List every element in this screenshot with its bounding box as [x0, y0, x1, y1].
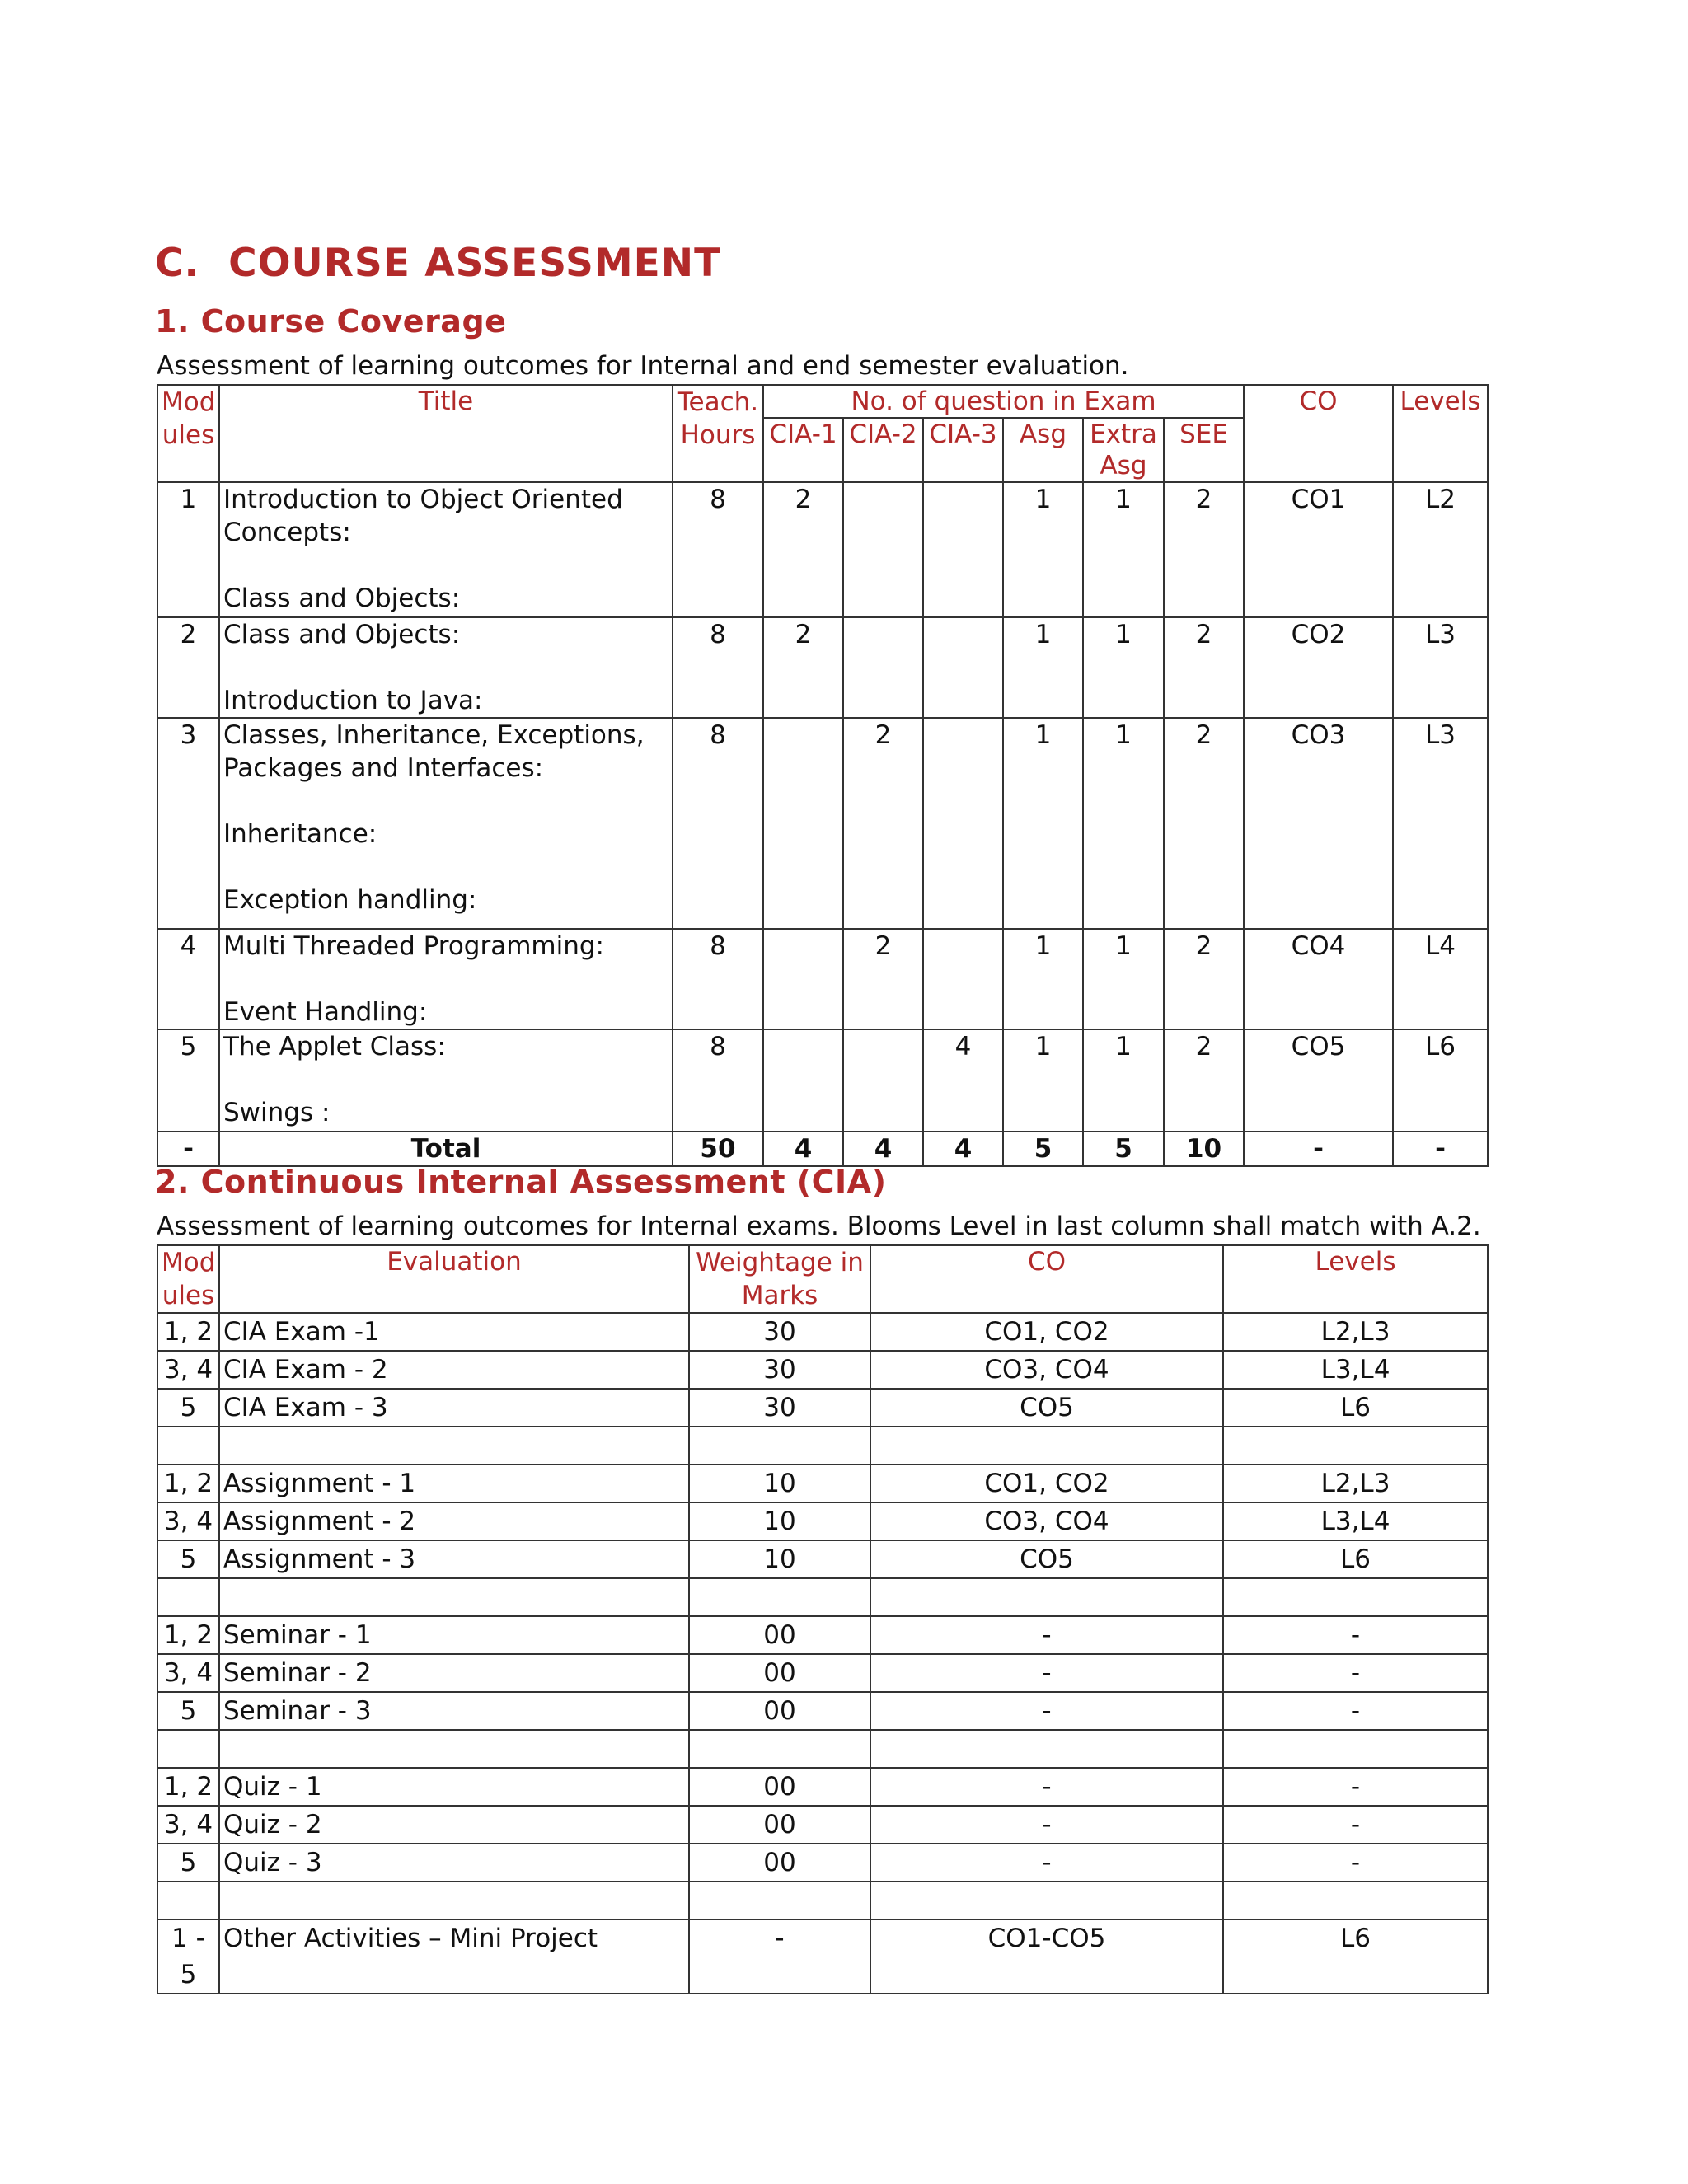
title-line: The Applet Class: [223, 1032, 446, 1062]
total-cia2: 4 [843, 1132, 923, 1166]
total-cia3: 4 [923, 1132, 1003, 1166]
cia3-cell [923, 929, 1003, 1029]
asg-cell: 1 [1003, 718, 1083, 929]
cia-module-cell: 3, 4 [157, 1351, 219, 1389]
module-cell: 1 [157, 482, 219, 617]
col-header-teach-hours: Teach. Hours [673, 385, 763, 482]
col-header-cia1: CIA-1 [763, 418, 843, 482]
level-cell: L2 [1393, 482, 1488, 617]
cia3-cell [923, 617, 1003, 718]
title-line: Classes, Inheritance, Exceptions, Packages and Interfaces: [223, 720, 645, 783]
title-line: Class and Objects: [223, 620, 461, 649]
asg-cell: 1 [1003, 482, 1083, 617]
cia-module-cell: 3, 4 [157, 1806, 219, 1844]
extra-asg-cell: 1 [1083, 1029, 1164, 1132]
cia-evaluation-cell [219, 1882, 689, 1919]
cia-marks-cell: 10 [689, 1540, 870, 1578]
total-module-cell: - [157, 1132, 219, 1166]
cia-level-cell: L3,L4 [1223, 1502, 1488, 1540]
co-cell: CO1 [1244, 482, 1393, 617]
cia-col-header-co: CO [870, 1245, 1223, 1313]
col-header-see: SEE [1164, 418, 1244, 482]
cia-heading: 2. Continuous Internal Assessment (CIA) [155, 1164, 887, 1200]
cia2-cell [843, 617, 923, 718]
total-co: - [1244, 1132, 1393, 1166]
col-header-title: Title [219, 385, 673, 482]
cia-col-header-weightage: Weightage in Marks [689, 1245, 870, 1313]
cia-evaluation-cell: Quiz - 2 [219, 1806, 689, 1844]
cia-co-cell: CO1-CO5 [870, 1919, 1223, 1994]
cia-module-cell: 5 [157, 1844, 219, 1882]
title-line: Exception handling: [223, 885, 477, 915]
title-cell [219, 617, 673, 718]
cia-marks-cell: 30 [689, 1389, 870, 1427]
cia-co-cell: - [870, 1844, 1223, 1882]
cia2-cell: 2 [843, 929, 923, 1029]
blank-row [157, 1730, 1488, 1768]
cia-module-cell: 3, 4 [157, 1654, 219, 1692]
cia-evaluation-cell: CIA Exam -1 [219, 1313, 689, 1351]
title-cell [219, 929, 673, 1029]
cia-level-cell: L6 [1223, 1389, 1488, 1427]
cia-co-cell: - [870, 1616, 1223, 1654]
cia-intro: Assessment of learning outcomes for Internal exams. Blooms Level in last column shall match with A.2. [157, 1212, 1481, 1241]
cia-marks-cell: - [689, 1919, 870, 1994]
cia-evaluation-cell: Assignment - 1 [219, 1465, 689, 1502]
cia-marks-cell [689, 1578, 870, 1616]
title-cell [219, 1029, 673, 1132]
table-row [157, 1389, 1488, 1427]
cia-co-cell [870, 1427, 1223, 1465]
blank-row [157, 1578, 1488, 1616]
cia3-cell [923, 718, 1003, 929]
cia1-cell [763, 1029, 843, 1132]
extra-asg-cell: 1 [1083, 718, 1164, 929]
cia-co-cell: CO5 [870, 1540, 1223, 1578]
extra-asg-cell: 1 [1083, 617, 1164, 718]
cia-level-cell: L3,L4 [1223, 1351, 1488, 1389]
cia-co-cell: - [870, 1806, 1223, 1844]
table-row [157, 1465, 1488, 1502]
cia-evaluation-cell: Assignment - 3 [219, 1540, 689, 1578]
total-row [157, 1132, 1488, 1166]
cia-table [157, 1244, 1489, 1994]
cia-marks-cell: 10 [689, 1502, 870, 1540]
cia-marks-cell [689, 1427, 870, 1465]
total-label: Total [219, 1132, 673, 1166]
level-cell: L3 [1393, 718, 1488, 929]
cia-module-cell: 1, 2 [157, 1313, 219, 1351]
see-cell: 2 [1164, 1029, 1244, 1132]
cia-level-cell: - [1223, 1692, 1488, 1730]
total-see: 10 [1164, 1132, 1244, 1166]
total-cia1: 4 [763, 1132, 843, 1166]
table-row [157, 617, 1488, 718]
cia-module-cell: 1, 2 [157, 1616, 219, 1654]
co-cell: CO2 [1244, 617, 1393, 718]
cia-evaluation-cell: Seminar - 1 [219, 1616, 689, 1654]
title-cell [219, 718, 673, 929]
table-row [157, 718, 1488, 929]
cia-co-cell: CO5 [870, 1389, 1223, 1427]
col-header-question-group: No. of question in Exam [763, 385, 1244, 418]
cia-level-cell: - [1223, 1616, 1488, 1654]
cia-co-cell: CO1, CO2 [870, 1313, 1223, 1351]
table-row [157, 482, 1488, 617]
cia-level-cell [1223, 1882, 1488, 1919]
col-header-co: CO [1244, 385, 1393, 482]
col-header-cia3: CIA-3 [923, 418, 1003, 482]
cia-co-cell [870, 1882, 1223, 1919]
cia-level-cell: L2,L3 [1223, 1465, 1488, 1502]
asg-cell: 1 [1003, 1029, 1083, 1132]
cia-level-cell: - [1223, 1806, 1488, 1844]
cia-evaluation-cell: Seminar - 2 [219, 1654, 689, 1692]
see-cell: 2 [1164, 617, 1244, 718]
co-cell: CO5 [1244, 1029, 1393, 1132]
cia-evaluation-cell [219, 1427, 689, 1465]
cia-co-cell [870, 1578, 1223, 1616]
cia-co-cell: CO3, CO4 [870, 1502, 1223, 1540]
total-extra-asg: 5 [1083, 1132, 1164, 1166]
cia-marks-cell: 00 [689, 1654, 870, 1692]
cia-level-cell: L6 [1223, 1540, 1488, 1578]
extra-asg-cell: 1 [1083, 929, 1164, 1029]
title-line: Swings : [223, 1098, 331, 1127]
hours-cell: 8 [673, 617, 763, 718]
total-asg: 5 [1003, 1132, 1083, 1166]
cia1-cell: 2 [763, 482, 843, 617]
total-hours: 50 [673, 1132, 763, 1166]
cia-co-cell [870, 1730, 1223, 1768]
asg-cell: 1 [1003, 929, 1083, 1029]
module-cell: 4 [157, 929, 219, 1029]
cia-level-cell [1223, 1578, 1488, 1616]
see-cell: 2 [1164, 482, 1244, 617]
see-cell: 2 [1164, 718, 1244, 929]
table-row [157, 1919, 1488, 1994]
table-row [157, 1692, 1488, 1730]
co-cell: CO4 [1244, 929, 1393, 1029]
co-cell: CO3 [1244, 718, 1393, 929]
cia-co-cell: CO1, CO2 [870, 1465, 1223, 1502]
cia-level-cell: - [1223, 1768, 1488, 1806]
table-row [157, 1806, 1488, 1844]
cia-col-header-evaluation: Evaluation [219, 1245, 689, 1313]
cia-col-header-levels: Levels [1223, 1245, 1488, 1313]
cia-evaluation-cell: CIA Exam - 2 [219, 1351, 689, 1389]
cia-marks-cell: 00 [689, 1692, 870, 1730]
cia-co-cell: - [870, 1768, 1223, 1806]
table-row [157, 1540, 1488, 1578]
cia-co-cell: - [870, 1654, 1223, 1692]
module-cell: 5 [157, 1029, 219, 1132]
cia-evaluation-cell: CIA Exam - 3 [219, 1389, 689, 1427]
cia-level-cell [1223, 1730, 1488, 1768]
cia1-cell [763, 929, 843, 1029]
coverage-intro: Assessment of learning outcomes for Internal and end semester evaluation. [157, 351, 1129, 381]
hours-cell: 8 [673, 482, 763, 617]
col-header-extra-asg: Extra Asg [1083, 418, 1164, 482]
col-header-modules: Mod ules [157, 385, 219, 482]
cia-module-cell [157, 1578, 219, 1616]
cia-module-cell [157, 1730, 219, 1768]
cia-module-cell: 5 [157, 1692, 219, 1730]
col-header-cia2: CIA-2 [843, 418, 923, 482]
table-row [157, 1502, 1488, 1540]
cia-evaluation-cell: Seminar - 3 [219, 1692, 689, 1730]
cia-evaluation-cell [219, 1730, 689, 1768]
table-row [157, 1351, 1488, 1389]
table-row [157, 929, 1488, 1029]
hours-cell: 8 [673, 1029, 763, 1132]
cia-level-cell: L6 [1223, 1919, 1488, 1994]
table-row [157, 1029, 1488, 1132]
cia-module-cell: 1, 2 [157, 1768, 219, 1806]
coverage-heading: 1. Course Coverage [155, 303, 507, 340]
table-row [157, 1313, 1488, 1351]
cia2-cell [843, 1029, 923, 1132]
cia-module-cell [157, 1882, 219, 1919]
table-row [157, 1844, 1488, 1882]
blank-row [157, 1427, 1488, 1465]
cia-col-header-modules: Mod ules [157, 1245, 219, 1313]
cia-marks-cell: 00 [689, 1806, 870, 1844]
cia-marks-cell: 00 [689, 1844, 870, 1882]
title-line: Class and Objects: [223, 583, 461, 613]
cia-level-cell: L2,L3 [1223, 1313, 1488, 1351]
hours-cell: 8 [673, 718, 763, 929]
title-line: Event Handling: [223, 997, 428, 1027]
extra-asg-cell: 1 [1083, 482, 1164, 617]
col-header-levels: Levels [1393, 385, 1488, 482]
title-cell [219, 482, 673, 617]
asg-cell: 1 [1003, 617, 1083, 718]
cia-evaluation-cell: Quiz - 1 [219, 1768, 689, 1806]
cia-module-cell: 5 [157, 1540, 219, 1578]
cia1-cell [763, 718, 843, 929]
cia-marks-cell [689, 1882, 870, 1919]
cia1-cell: 2 [763, 617, 843, 718]
course-coverage-table [157, 384, 1489, 1167]
table-row [157, 1616, 1488, 1654]
cia-module-cell: 1 - 5 [157, 1919, 219, 1994]
hours-cell: 8 [673, 929, 763, 1029]
cia-co-cell: - [870, 1692, 1223, 1730]
cia-co-cell: CO3, CO4 [870, 1351, 1223, 1389]
blank-row [157, 1882, 1488, 1919]
module-cell: 2 [157, 617, 219, 718]
title-line: Inheritance: [223, 819, 377, 849]
cia-evaluation-cell: Assignment - 2 [219, 1502, 689, 1540]
cia2-cell [843, 482, 923, 617]
cia-module-cell: 5 [157, 1389, 219, 1427]
table-row [157, 1654, 1488, 1692]
table-row [157, 1768, 1488, 1806]
section-heading: C. COURSE ASSESSMENT [155, 241, 722, 286]
level-cell: L4 [1393, 929, 1488, 1029]
title-line: Introduction to Java: [223, 686, 483, 715]
cia-marks-cell: 30 [689, 1313, 870, 1351]
total-level: - [1393, 1132, 1488, 1166]
col-header-asg: Asg [1003, 418, 1083, 482]
level-cell: L6 [1393, 1029, 1488, 1132]
cia-level-cell [1223, 1427, 1488, 1465]
cia-marks-cell: 00 [689, 1768, 870, 1806]
module-cell: 3 [157, 718, 219, 929]
cia-marks-cell: 10 [689, 1465, 870, 1502]
cia-evaluation-cell: Other Activities – Mini Project [219, 1919, 689, 1994]
cia-module-cell: 1, 2 [157, 1465, 219, 1502]
cia-level-cell: - [1223, 1844, 1488, 1882]
cia-marks-cell [689, 1730, 870, 1768]
level-cell: L3 [1393, 617, 1488, 718]
cia-module-cell: 3, 4 [157, 1502, 219, 1540]
see-cell: 2 [1164, 929, 1244, 1029]
cia2-cell: 2 [843, 718, 923, 929]
title-line: Introduction to Object Oriented Concepts: [223, 485, 623, 547]
cia-level-cell: - [1223, 1654, 1488, 1692]
cia3-cell [923, 482, 1003, 617]
cia-marks-cell: 00 [689, 1616, 870, 1654]
cia-evaluation-cell: Quiz - 3 [219, 1844, 689, 1882]
cia-module-cell [157, 1427, 219, 1465]
cia-evaluation-cell [219, 1578, 689, 1616]
cia-marks-cell: 30 [689, 1351, 870, 1389]
title-line: Multi Threaded Programming: [223, 931, 605, 961]
cia3-cell: 4 [923, 1029, 1003, 1132]
